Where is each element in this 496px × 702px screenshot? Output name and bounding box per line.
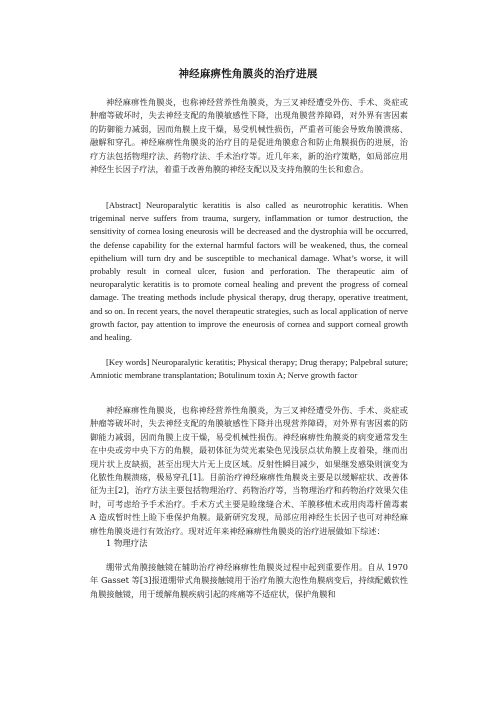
english-abstract: [Abstract] Neuroparalytic keratitis is also called as neurotrophic keratitis. When trigeminal nerve suffers from trauma, surgery, inflammation or tumor destruction, the sensitivity of cornea losing eneurosis will be decreased and the dystrophia will be occurred, the defense capability for the external harmful factors will be weakened, thus, the corneal epithelium will turn dry and be susceptible to mechanical damage. What’s worse, it will probably result in corneal ulcer, fusion and perforation. The therapeutic aim of neuroparalytic keratitis is to promote corneal healing and prevent the progress of corneal damage. The treating methods include physical therapy, drug therapy, operative treatment, and so on. In recent years, the novel therapeutic strategies, such as local application of nerve growth factor, pay attention to improve the eneurosis of cornea and support corneal growth and healing. bbox=[90, 200, 408, 343]
article-title: 神经麻痹性角膜炎的治疗进展 bbox=[178, 68, 318, 80]
chinese-abstract: 神经麻痹性角膜炎，也称神经营养性角膜炎，为三叉神经遭受外伤、手术、炎症或肿瘤等破坏时，失去神经支配的角膜敏感性下降，出现角膜营养障碍，对外界有害因素的防御能力减弱，因而角膜上皮干燥，易受机械性损伤，严重者可能会导致角膜溃疡、融解和穿孔。神经麻痹性角膜炎的治疗目的是促进角膜愈合和防止角膜损伤的进展，治疗方法包括物理疗法、药物疗法、手术治疗等。近几年来，新的治疗策略，如局部应用神经生长因子疗法，着重于改善角膜的神经支配以及支持角膜的生长和愈合。 bbox=[90, 97, 408, 175]
introduction-paragraph: 神经麻痹性角膜炎，也称神经营养性角膜炎，为三叉神经遭受外伤、手术、炎症或肿瘤等破坏时，失去神经支配的角膜敏感性下降并出现营养障碍，对外界有害因素的防御能力减弱，因而角膜上皮干燥，易受机械性损伤。神经麻痹性角膜炎的病变通常发生在中央或旁中央下方的角膜，最初体征为荧光素染色见浅层点状角膜上皮着染，继而出现片状上皮缺损，甚至出现大片无上皮区域。反射性瞬目减少，如果继发感染则演变为化脓性角膜溃疡，极易穿孔[1]。目前治疗神经麻痹性角膜炎主要是以缓解症状、改善体征为主[2]，治疗方法主要包括物理治疗、药物治疗等，当物理治疗和药物治疗效果欠佳时，可考虑给予手术治疗。手术方式主要是睑缘缝合术、羊膜移植术或用肉毒杆菌毒素 A 造成暂时性上睑下垂保护角膜。最新研究发现，局部应用神经生长因子也可对神经麻痹性角膜炎进行有效治疗。现对近年来神经麻痹性角膜炎的治疗进展做如下综述： bbox=[90, 405, 408, 536]
section-paragraph: 绷带式角膜接触镜在辅助治疗神经麻痹性角膜炎过程中起到重要作用。自从 1970 年 Gasset 等[3]报道绷带式角膜接触镜用于治疗角膜大泡性角膜病变后，持续配戴软性角膜接触镜，用于缓解角膜疾病引起的疼痛等不适症状，保护角膜和 bbox=[90, 562, 408, 599]
section-heading: 1 物理疗法 bbox=[106, 538, 148, 548]
keywords: [Key words] Neuroparalytic keratitis; Physical therapy; Drug therapy; Palpebral suture; Amniotic membrane transplantation; Botulinum toxin A; Nerve growth factor bbox=[90, 357, 408, 381]
